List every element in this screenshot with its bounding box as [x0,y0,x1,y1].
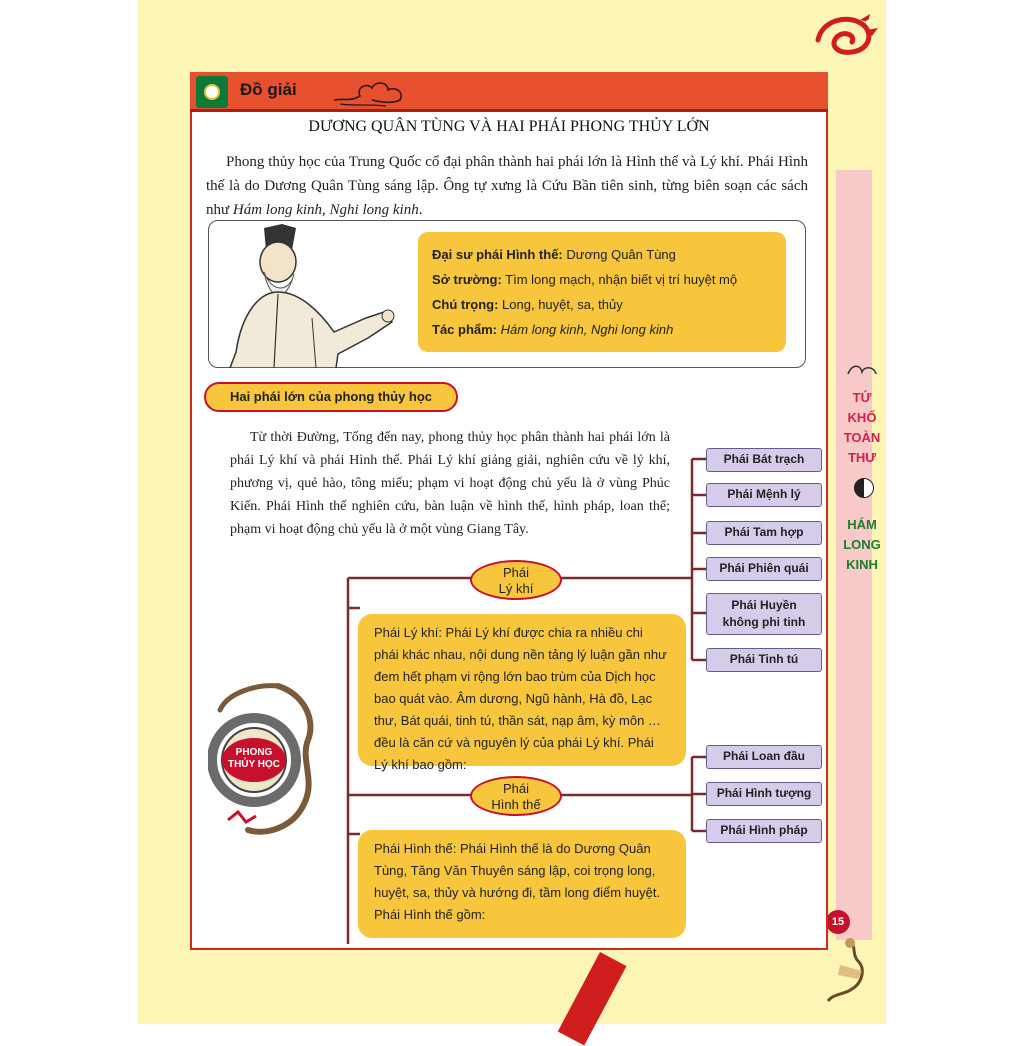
profile-focus-value: Long, huyệt, sa, thủy [502,297,623,312]
ly-khi-description: Phái Lý khí: Phái Lý khí được chia ra nhiều chi phái khác nhau, nội dung nền tảng lý luận gần như đem hết phạm vi rộng lớn bao trùm của Dịch học bao quát vào. Âm dương, Ngũ hành, Hà đồ, Lạc thư, Bát quái, tinh tú, thần sát, nạp âm, kỳ môn … đều là căn cứ và nguyên lý của phái Lý khí. Phái Lý khí bao gồm: [358,614,686,766]
profile-master-label: Đại sư phái Hình thế: [432,247,563,262]
main-title: DƯƠNG QUÂN TÙNG VÀ HAI PHÁI PHONG THỦY LỚN [308,118,710,135]
school-huyen-khong: Phái Huyền không phi tinh [706,593,822,635]
side-top-word: TỨ [852,390,872,405]
school-hinh-tuong: Phái Hình tượng [706,782,822,806]
school-phien-quai: Phái Phiên quái [706,557,822,581]
school-tam-hop: Phái Tam hợp [706,521,822,545]
side-top-word: THƯ [847,450,877,465]
profile-works-label: Tác phẩm: [432,322,498,337]
hinh-the-oval-line2: Hình thế [491,797,541,812]
intro-end: . [418,202,423,218]
profile-master-value: Dương Quân Tùng [566,247,676,262]
school-tinh-tu: Phái Tinh tú [706,648,822,672]
profile-strength-label: Sở trường: [432,272,502,287]
school-hinh-phap: Phái Hình pháp [706,819,822,843]
side-top-word: TOÀN [843,430,881,445]
profile-focus-label: Chú trọng: [432,297,499,312]
hinh-the-oval-line1: Phái [502,781,530,796]
profile-works-value: Hám long kinh, Nghi long kinh [500,322,674,337]
hinh-the-description: Phái Hình thế: Phái Hình thế là do Dương Quân Tùng, Tăng Văn Thuyên sáng lập, coi trọng long, huyệt, sa, thủy và hướng đi, tầm long điểm huyệt. Phái Hình thế gồm: [358,830,686,938]
intro-books: Hám long kinh, Nghi long kinh [232,202,419,218]
school-menh-ly: Phái Mệnh lý [706,483,822,507]
school-bat-trach: Phái Bát trạch [706,448,822,472]
school-loan-dau: Phái Loan đầu [706,745,822,769]
ly-khi-oval-line1: Phái [502,565,530,580]
section-paragraph: Từ thời Đường, Tống đến nay, phong thủy học phân thành hai phái lớn là phái Lý khí và phái Hình thế. Phái Lý khí giảng giải, nghiên cứu về lý khí, phương vị, quẻ hào, tông miếu; phạm vi hoạt động chủ yếu là ở vùng Phúc Kiến. Phái Hình thế nghiên cứu, bàn luận về hình thế, hình pháp, loan thể; phạm vi hoạt động chủ yếu là ở một vùng Giang Tây. [230,430,670,537]
side-top-word: KHỐ [847,410,877,425]
side-bottom-word: LONG [843,537,881,552]
side-bottom-word: KINH [846,557,878,572]
page-number: 15 [826,910,850,934]
section-heading: Hai phái lớn của phong thủy học [204,382,458,412]
ly-khi-oval [470,560,562,600]
hinh-the-oval [470,776,562,816]
profile-strength-value: Tìm long mạch, nhận biết vị trí huyệt mộ [505,272,738,287]
side-bottom-word: HÁM [847,517,877,532]
intro-text: Phong thủy học của Trung Quốc cổ đại phân thành hai phái lớn là Hình thế và Lý khí. Phái Hình thế là do Dương Quân Tùng sáng lập. Ông tự xưng là Cứu Bần tiên sinh, từng biên soạn các sách như [206,154,808,218]
header-title: Đồ giải [240,80,297,99]
compass-label: PHONG THỦY HỌC [222,738,286,782]
ly-khi-oval-line2: Lý khí [498,581,534,596]
